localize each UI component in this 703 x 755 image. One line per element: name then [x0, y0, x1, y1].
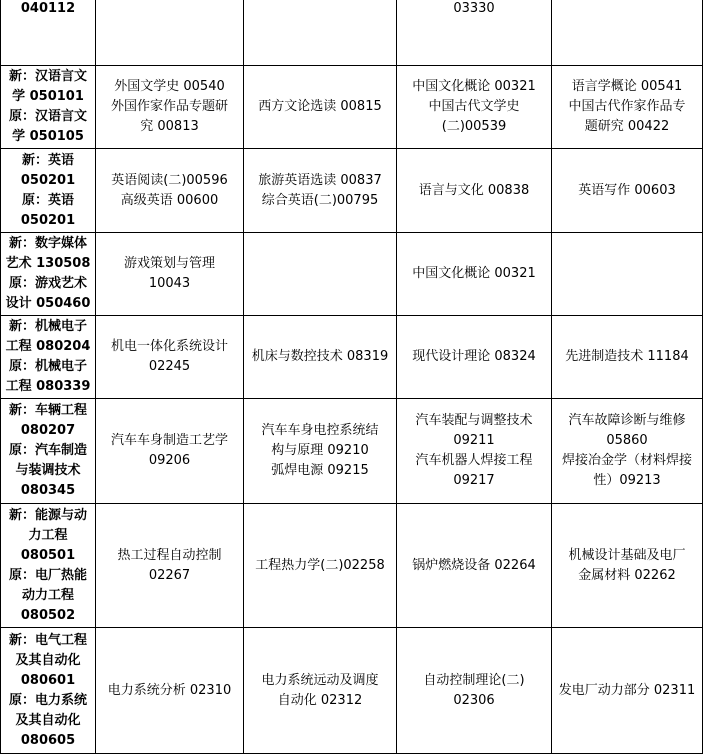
course-cell	[244, 504, 397, 628]
cell-text-line: 10043	[148, 276, 191, 291]
cell-text-line: 汽车机器人焊接工程	[415, 453, 533, 468]
cell-text-line: 中国古代文学史	[428, 99, 520, 114]
cell-text-line: 080501	[20, 547, 76, 563]
cell-text-line: 080345	[20, 483, 76, 498]
cell-text-line: 09217	[453, 473, 495, 488]
cell-text-line: 工程热力学(二)02258	[255, 557, 385, 573]
course-cell	[552, 504, 703, 628]
cell-text-line: 040112	[20, 1, 76, 16]
cell-text-line: 高级英语 00600	[120, 192, 219, 208]
cell-text-line: 艺术 130508	[5, 256, 91, 271]
cell-text-line: 弧焊电源 09215	[271, 463, 369, 478]
cell-text-line: 锅炉燃烧设备 02264	[412, 557, 536, 573]
course-cell	[244, 628, 397, 754]
cell-text-line: 工程 080204	[5, 339, 91, 354]
cell-text-line: 学 050105	[12, 129, 84, 144]
table-row	[1, 66, 703, 149]
course-cell	[552, 233, 703, 316]
major-cell	[1, 504, 96, 628]
cell-text-line: 性）09213	[593, 473, 661, 488]
cell-text-line: 汽车车身电控系统结	[261, 423, 379, 438]
table-row	[1, 233, 703, 316]
course-cell	[552, 628, 703, 754]
cell-text-line: 09206	[148, 453, 191, 468]
course-cell	[397, 628, 552, 754]
cell-text-line: 原：汉语言文	[8, 109, 87, 124]
course-cell	[96, 0, 244, 66]
cell-text-line: 新：英语	[21, 152, 74, 168]
course-cell	[397, 316, 552, 399]
table-row	[1, 628, 703, 754]
cell-text-line: 汽车故障诊断与维修	[568, 413, 686, 428]
cell-text-line: 旅游英语选读 00837	[258, 172, 382, 188]
cell-text-line: 机械设计基础及电厂	[568, 547, 686, 563]
course-cell	[244, 0, 397, 66]
cell-text-line: 新：数字媒体	[8, 236, 87, 251]
cell-text-line: (二)00539	[441, 119, 507, 134]
cell-text-line: 综合英语(二)00795	[261, 192, 379, 208]
cell-text-line: 英语写作 00603	[578, 182, 676, 198]
major-cell	[1, 316, 96, 399]
cell-text-line: 语言与文化 00838	[418, 182, 530, 198]
course-cell	[244, 233, 397, 316]
cell-text-line: 新：机械电子	[8, 319, 87, 334]
cell-text-line: 原：英语	[21, 192, 74, 208]
course-cell	[552, 66, 703, 149]
course-cell	[244, 149, 397, 233]
cell-text-line: 先进制造技术 11184	[565, 349, 689, 364]
cell-text-line: 焊接冶金学（材料焊接	[561, 453, 692, 468]
cell-text-line: 动力工程	[21, 587, 74, 603]
course-cell	[96, 628, 244, 754]
cell-text-line: 电力系统远动及调度	[261, 672, 379, 688]
cell-text-line: 中国文化概论 00321	[412, 266, 536, 281]
cell-text-line: 汽车装配与调整技术	[415, 413, 533, 428]
cell-text-line: 学 050101	[12, 89, 84, 104]
course-cell	[244, 66, 397, 149]
cell-text-line: 力工程	[28, 527, 68, 543]
cell-text-line: 080502	[20, 607, 76, 623]
cell-text-line: 原：电厂热能	[8, 567, 87, 583]
table-row	[1, 504, 703, 628]
course-cell	[397, 504, 552, 628]
cell-text-line: 原：电力系统	[8, 692, 87, 708]
course-cell	[552, 0, 703, 66]
cell-text-line: 发电厂动力部分 02311	[558, 682, 696, 698]
cell-text-line: 新：车辆工程	[8, 403, 87, 418]
cell-text-line: 机床与数控技术 08319	[251, 349, 389, 364]
cell-text-line: 自动控制理论(二)	[423, 672, 525, 688]
course-cell	[244, 316, 397, 399]
major-cell	[1, 233, 96, 316]
cell-text-line: 自动化 02312	[277, 692, 363, 708]
cell-text-line: 游戏策划与管理	[123, 256, 215, 271]
cell-text-line: 09211	[453, 433, 495, 448]
cell-text-line: 中国文化概论 00321	[412, 79, 536, 94]
course-cell	[96, 66, 244, 149]
cell-text-line: 设计 050460	[5, 296, 91, 311]
cell-text-line: 新：汉语言文	[8, 69, 87, 84]
major-cell	[1, 149, 96, 233]
cell-text-line: 工程 080339	[5, 379, 91, 394]
cell-text-line: 热工过程自动控制	[117, 547, 222, 563]
table-row	[1, 149, 703, 233]
cell-text-line: 及其自动化	[15, 712, 81, 728]
cell-text-line: 外国作家作品专题研	[110, 99, 228, 114]
course-cell	[397, 233, 552, 316]
course-cell	[397, 66, 552, 149]
cell-text-line: 05860	[606, 433, 648, 448]
course-cell	[552, 399, 703, 504]
cell-text-line: 金属材料 02262	[578, 567, 676, 583]
course-cell	[552, 316, 703, 399]
table-row	[1, 399, 703, 504]
cell-text-line: 现代设计理论 08324	[412, 349, 536, 364]
cell-text-line: 汽车车身制造工艺学	[110, 433, 228, 448]
course-cell	[96, 316, 244, 399]
course-cell	[397, 0, 552, 66]
cell-text-line: 及其自动化	[15, 652, 81, 668]
cell-text-line: 语言学概论 00541	[571, 79, 683, 94]
cell-text-line: 原：汽车制造	[8, 443, 87, 458]
major-cell	[1, 0, 96, 66]
cell-text-line: 究 00813	[140, 119, 199, 134]
cell-text-line: 02306	[453, 692, 495, 708]
cell-text-line: 02245	[148, 359, 191, 374]
cell-text-line: 03330	[453, 1, 495, 16]
course-cell	[96, 233, 244, 316]
cell-text-line: 080605	[20, 732, 76, 748]
cell-text-line: 题研究 00422	[584, 119, 670, 134]
course-cell	[96, 504, 244, 628]
cell-text-line: 02267	[148, 567, 191, 583]
cell-text-line: 新：电气工程	[8, 632, 87, 648]
cell-text-line: 构与原理 09210	[271, 443, 369, 458]
major-cell	[1, 66, 96, 149]
course-cell	[96, 149, 244, 233]
cell-text-line: 中国古代作家作品专	[568, 99, 686, 114]
cell-text-line: 与装调技术	[15, 463, 81, 478]
cell-text-line: 050201	[20, 172, 76, 188]
course-cell	[244, 399, 397, 504]
course-cell	[397, 399, 552, 504]
course-cell	[397, 149, 552, 233]
cell-text-line: 机电一体化系统设计	[110, 339, 228, 354]
cell-text-line: 原：机械电子	[8, 359, 87, 374]
cell-text-line: 电力系统分析 02310	[107, 682, 232, 698]
cell-text-line: 080601	[20, 672, 76, 688]
table-body	[1, 0, 703, 754]
course-cell	[96, 399, 244, 504]
cell-text-line: 原：游戏艺术	[8, 276, 87, 291]
major-cell	[1, 628, 96, 754]
cell-text-line: 英语阅读(二)00596	[111, 172, 228, 188]
cell-text-line: 西方文论选读 00815	[258, 99, 382, 114]
cell-text-line: 外国文学史 00540	[114, 79, 225, 94]
course-cell	[552, 149, 703, 233]
major-cell	[1, 399, 96, 504]
cell-text-line: 050201	[20, 212, 76, 228]
table-row	[1, 0, 703, 66]
cell-text-line: 080207	[20, 423, 76, 438]
cell-text-line: 新：能源与动	[8, 507, 87, 523]
table-row	[1, 316, 703, 399]
